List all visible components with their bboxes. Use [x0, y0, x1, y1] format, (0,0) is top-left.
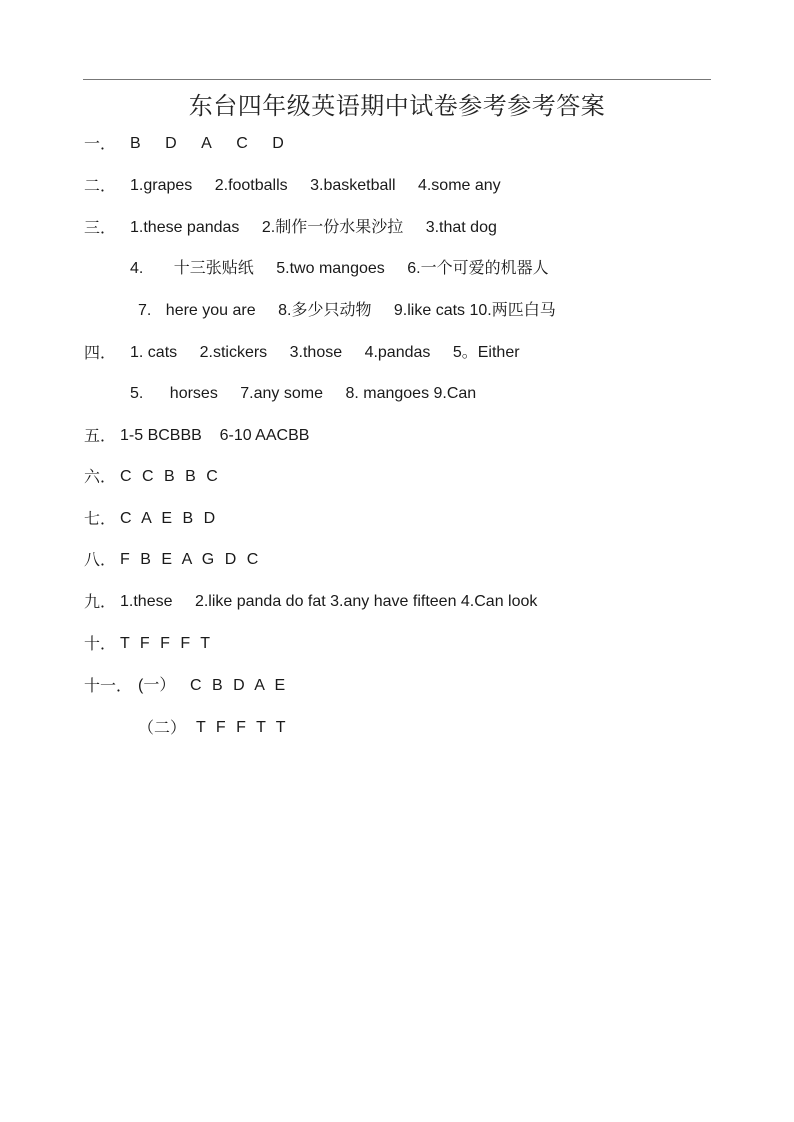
section-11-part-2-answers: T F F T T	[196, 719, 289, 736]
answer: 7.any some	[240, 385, 323, 402]
answer: 3.that dog	[425, 219, 497, 236]
section-6-number: 六．	[84, 467, 117, 486]
section-11-part-1-answers: C B D A E	[190, 677, 289, 694]
section-11-part-1-label: (一）	[138, 677, 176, 694]
answer: 1. cats	[130, 344, 178, 361]
answer: B	[130, 135, 141, 152]
section-1-number: 一．	[84, 134, 117, 153]
section-2-number: 二．	[84, 176, 117, 195]
answer: here you are	[165, 302, 256, 319]
section-3-row-2	[130, 259, 567, 279]
section-10-answers: T F F F T	[120, 635, 214, 652]
answer-number: 4.	[130, 260, 144, 277]
answer: 9.like cats 10.两匹白马	[393, 302, 556, 319]
answer: horses	[169, 385, 218, 402]
answer: 十三张贴纸	[173, 260, 254, 277]
answer-number: 7.	[138, 302, 152, 319]
answer: 8. mangoes 9.Can	[345, 385, 477, 402]
header-rule	[83, 79, 711, 80]
answer: D	[272, 135, 284, 152]
section-3-row-3	[138, 301, 574, 321]
section-2-answers	[130, 176, 519, 196]
section-4-number: 四．	[84, 343, 117, 362]
answer: 2.footballs	[214, 177, 288, 194]
answer: 2.like panda do fat 3.any have fifteen 4.Can look	[194, 593, 538, 610]
section-11-part-2-label: （二）	[138, 718, 187, 737]
section-5-number: 五．	[84, 426, 117, 445]
section-8-number: 八．	[84, 550, 117, 569]
section-4-row-1	[130, 343, 538, 363]
section-10-number: 十．	[84, 634, 117, 653]
section-1-answers	[130, 134, 304, 154]
answer: 2.制作一份水果沙拉	[261, 219, 404, 236]
answer: 3.those	[289, 344, 343, 361]
section-9-answers	[120, 592, 537, 612]
section-8-answers: F B E A G D C	[120, 551, 262, 568]
section-9-number: 九．	[84, 592, 117, 611]
answer: 2.stickers	[199, 344, 268, 361]
section-3-number: 三．	[84, 218, 117, 237]
section-11-number: 十一．	[84, 676, 133, 695]
answer: 1.grapes	[130, 177, 193, 194]
answer: 1.these pandas	[130, 219, 240, 236]
section-7-answers: C A E B D	[120, 510, 219, 527]
answer: D	[165, 135, 177, 152]
answer: A	[201, 135, 212, 152]
answer: 4.pandas	[364, 344, 431, 361]
section-4-row-2	[130, 384, 494, 404]
section-7-number: 七．	[84, 509, 117, 528]
section-6-answers: C C B B C	[120, 468, 221, 485]
page-title: 东台四年级英语期中试卷参考参考答案	[188, 92, 606, 120]
answer: 6.一个可爱的机器人	[407, 260, 549, 277]
answer: C	[236, 135, 248, 152]
answer: 5。Either	[452, 344, 520, 361]
answer: 5.two mangoes	[276, 260, 385, 277]
answer-number: 5.	[130, 385, 144, 402]
answer: 3.basketball	[310, 177, 396, 194]
section-5-answers: 1-5 BCBBB 6-10 AACBB	[120, 427, 310, 444]
answer: 8.多少只动物	[278, 302, 372, 319]
section-3-row-1	[130, 218, 515, 238]
answer: 4.some any	[417, 177, 501, 194]
answer: 1.these	[120, 593, 173, 610]
